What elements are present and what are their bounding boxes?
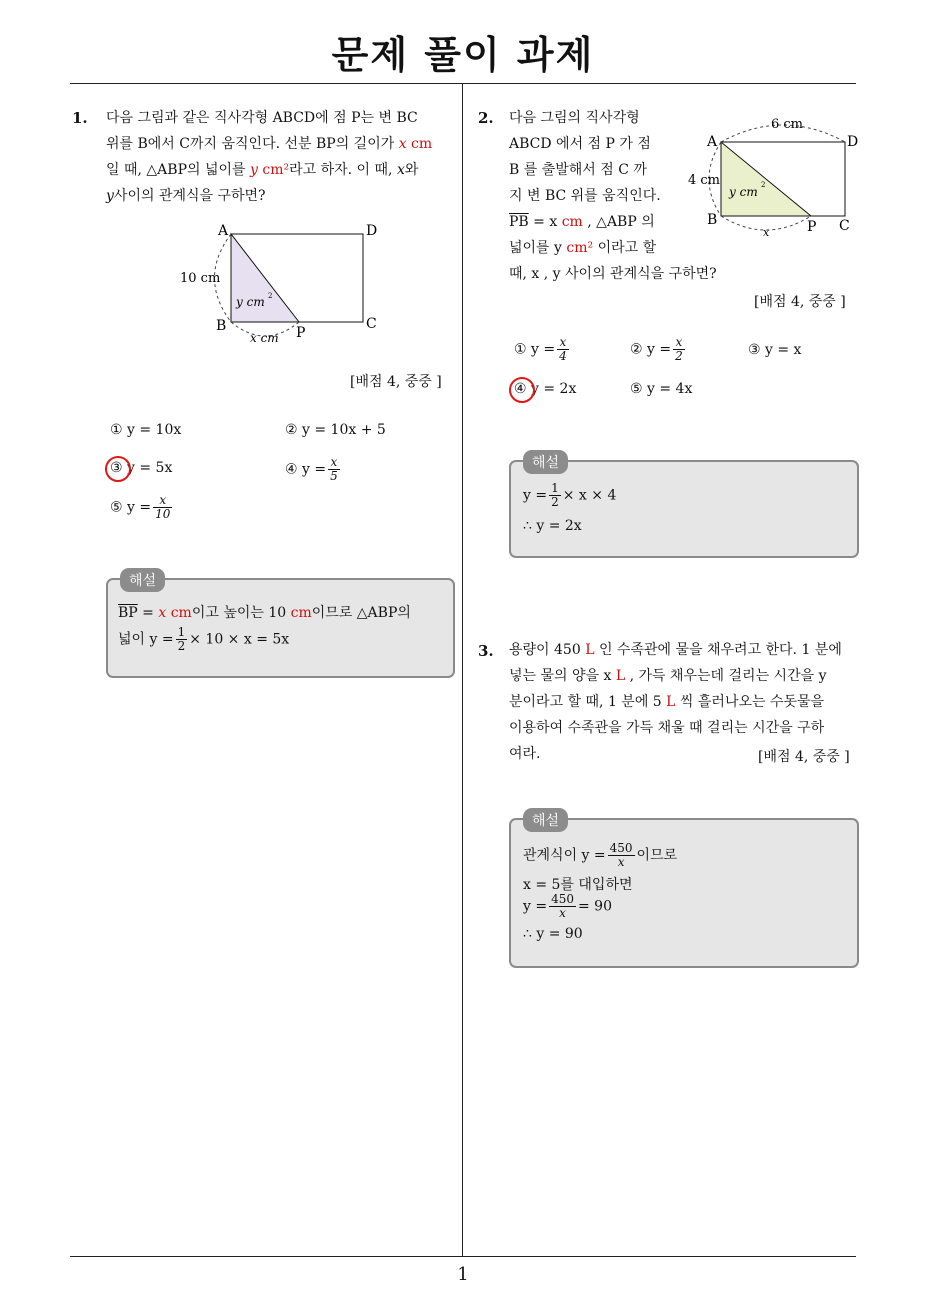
page-title: 문제 풀이 과제 <box>331 33 595 77</box>
q2-text: 다음 그림의 직사각형 ABCD 에서 점 P 가 점 B 를 출발해서 점 C 까 지 변 BC 위를 움직인다. $\overline{PB} = x$ cm , △ABP 의 넓이를 y cm² 이라고 할 <box>509 110 661 256</box>
q1-area-sup: 2 <box>268 292 273 300</box>
q2-score: [배점 4, 중중 ] <box>754 294 846 310</box>
header-rule <box>70 83 856 84</box>
q2-label-p: P <box>807 219 817 235</box>
q1-choice-3[interactable]: ③ y = 5x <box>110 460 173 476</box>
q2-explanation-line-1: y = $\frac{1}{2}$ × x × 4 <box>523 481 617 509</box>
q1-explanation-tag: 해설 <box>120 568 165 592</box>
q2-bottom-length: x <box>763 226 770 239</box>
q1-choice-2[interactable]: ② y = 10x + 5 <box>285 422 386 438</box>
q2-choice-4[interactable]: ④ y = 2x <box>514 381 577 397</box>
q2-top-length: 6 cm <box>771 117 804 132</box>
q1-side-length: 10 cm <box>180 271 221 286</box>
q1-choice-5[interactable] <box>110 494 174 521</box>
q1-area-label: y cm <box>236 295 265 309</box>
q1-choice-5-label: ⑤ y = <box>110 499 152 516</box>
q3-explanation-line-1: 관계식이 y = $\frac{450}{x}$ 이므로 <box>523 841 678 869</box>
q2-label-a: A <box>707 134 718 150</box>
q1-explanation-line-1: $\overline{BP} = x$ cm이고 높이는 10 cm이므로 △ABP의 <box>118 605 411 621</box>
q3-explanation-line-3: y = $\frac{450}{x}$ = 90 <box>523 892 612 920</box>
q2-number: 2. <box>478 109 494 127</box>
q1-explanation-box <box>106 573 455 678</box>
q3-score: [배점 4, 중중 ] <box>758 749 850 765</box>
q1-text: 다음 그림과 같은 직사각형 ABCD에 점 P는 변 BC 위를 B에서 C까지 움직인다. 선분 BP의 길이가 x cm 일 때, △ABP의 넓이를 y cm²라고 하자. 이 때, x와 y사이의 관계식을 구하면? <box>106 110 433 204</box>
q2-area-sup: 2 <box>761 181 766 189</box>
q1-label-b: B <box>216 318 227 334</box>
q2-label-b: B <box>707 212 718 228</box>
q2-choice-2-frac: $\frac{x}{2}$ <box>675 335 683 363</box>
q2-side-length: 4 cm <box>688 173 721 188</box>
q1-explanation-line-2: 넓이 y = $\frac{1}{2}$ × 10 × x = 5x <box>118 625 290 653</box>
q1-number: 1. <box>72 109 88 127</box>
q2-choice-3[interactable]: ③ y = x <box>748 342 802 358</box>
q2-label-c: C <box>839 218 850 234</box>
q3-explanation-line-2: x = 5를 대입하면 <box>523 877 633 893</box>
q3-explanation-box <box>509 813 859 968</box>
q2-figure <box>683 112 863 240</box>
q1-choice-5-frac: $\frac{x}{10}$ <box>155 493 171 521</box>
q1-label-p: P <box>296 325 306 341</box>
q1-label-a: A <box>218 223 229 239</box>
q2-explanation-line-2: ∴ y = 2x <box>523 518 582 534</box>
q2-choice-1[interactable] <box>514 336 571 363</box>
q2-explanation-box <box>509 455 859 558</box>
q1-choice-4-frac: $\frac{x}{5}$ <box>330 455 338 483</box>
q1-choice-1[interactable]: ① y = 10x <box>110 422 182 438</box>
q2-choice-2[interactable] <box>630 336 687 363</box>
q1-label-d: D <box>366 223 378 239</box>
footer-rule <box>70 1256 856 1257</box>
q2-triangle-abp <box>721 142 811 216</box>
q1-choice-4[interactable] <box>285 456 342 483</box>
q3-explanation-tag: 해설 <box>523 808 568 832</box>
q1-label-c: C <box>366 316 377 332</box>
q2-text-line-7: 때, x , y 사이의 관계식을 구하면? <box>509 266 717 282</box>
q3-number: 3. <box>478 642 494 660</box>
q1-bottom-length: x cm <box>250 331 279 345</box>
q2-choice-2-label: ② y = <box>630 341 672 358</box>
q1-score: [배점 4, 중중 ] <box>350 374 442 390</box>
q2-label-d: D <box>847 134 859 150</box>
q1-choice-4-label: ④ y = <box>285 461 327 478</box>
q2-area-label: y cm <box>729 185 758 199</box>
q2-explanation-tag: 해설 <box>523 450 568 474</box>
q2-choice-1-frac: $\frac{x}{4}$ <box>559 335 567 363</box>
q3-explanation-line-4: ∴ y = 90 <box>523 926 583 942</box>
q2-answer-mark <box>509 377 535 403</box>
q1-answer-mark <box>105 456 131 482</box>
q2-choice-5[interactable]: ⑤ y = 4x <box>630 381 693 397</box>
q3-text: 용량이 450 L 인 수족관에 물을 채우려고 한다. 1 분에 넣는 물의 양을 x L , 가득 채우는데 걸리는 시간을 y 분이라고 할 때, 1 분에 5 L 씩 흘러나오는 수돗물을 이용하여 수족관을 가득 채울 때 걸리는 시간을 구하 여라. <box>509 642 842 762</box>
page-number: 1 <box>457 1264 469 1285</box>
q2-choice-1-label: ① y = <box>514 341 556 358</box>
column-divider <box>462 84 463 1256</box>
q1-figure <box>170 218 390 348</box>
